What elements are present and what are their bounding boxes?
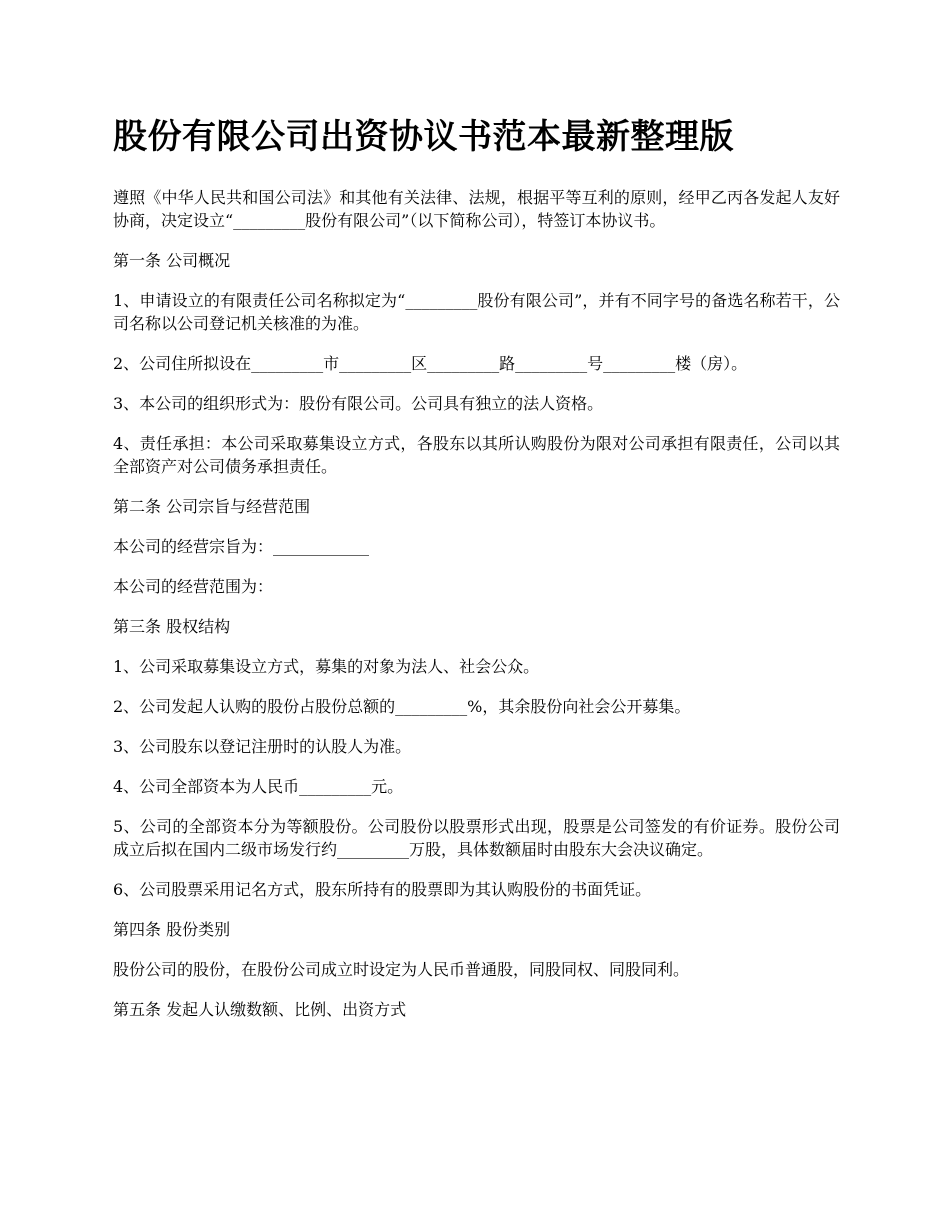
document-body bbox=[113, 186, 840, 1021]
article-1-clause-4: 4、责任承担：本公司采取募集设立方式，各股东以其所认购股份为限对公司承担有限责任，公司以其全部资产对公司债务承担责任。 bbox=[113, 434, 840, 476]
article-3-clause-1: 1、公司采取募集设立方式，募集的对象为法人、社会公众。 bbox=[113, 657, 540, 676]
intro-paragraph: 遵照《中华人民共和国公司法》和其他有关法律、法规，根据平等互利的原则，经甲乙丙各发起人友好协商，决定设立“_________股份有限公司”（以下简称公司），特签订本协议书。 bbox=[113, 188, 840, 230]
article-3-clause-4: 4、公司全部资本为人民币_________元。 bbox=[113, 777, 404, 796]
article-3-clause-5: 5、公司的全部资本分为等额股份。公司股份以股票形式出现，股票是公司签发的有价证券。股份公司成立后拟在国内二级市场发行约_________万股，具体数额届时由股东大会决议确定。 bbox=[113, 817, 840, 859]
business-purpose: 本公司的经营宗旨为：____________ bbox=[113, 537, 370, 556]
document-title: 股份有限公司出资协议书范本最新整理版 bbox=[113, 117, 734, 157]
article-1-clause-1: 1、申请设立的有限责任公司名称拟定为“_________股份有限公司”，并有不同字号的备选名称若干，公司名称以公司登记机关核准的为准。 bbox=[113, 291, 840, 333]
article-4-heading: 第四条 股份类别 bbox=[113, 920, 231, 939]
article-5-heading: 第五条 发起人认缴数额、比例、出资方式 bbox=[113, 1000, 407, 1019]
document-page bbox=[113, 112, 840, 1038]
article-3-heading: 第三条 股权结构 bbox=[113, 617, 231, 636]
share-class-paragraph: 股份公司的股份，在股份公司成立时设定为人民币普通股，同股同权、同股同利。 bbox=[113, 960, 690, 979]
business-scope: 本公司的经营范围为： bbox=[113, 577, 274, 596]
article-1-clause-3: 3、本公司的组织形式为：股份有限公司。公司具有独立的法人资格。 bbox=[113, 394, 604, 413]
article-3-clause-2: 2、公司发起人认购的股份占股份总额的_________%，其余股份向社会公开募集。 bbox=[113, 697, 691, 716]
article-3-clause-3: 3、公司股东以登记注册时的认股人为准。 bbox=[113, 737, 412, 756]
article-1-clause-2: 2、公司住所拟设在_________市_________区_________路_________号_________楼（房）。 bbox=[113, 354, 748, 373]
article-2-heading: 第二条 公司宗旨与经营范围 bbox=[113, 497, 311, 516]
article-3-clause-6: 6、公司股票采用记名方式，股东所持有的股票即为其认购股份的书面凭证。 bbox=[113, 880, 652, 899]
article-1-heading: 第一条 公司概况 bbox=[113, 251, 231, 270]
